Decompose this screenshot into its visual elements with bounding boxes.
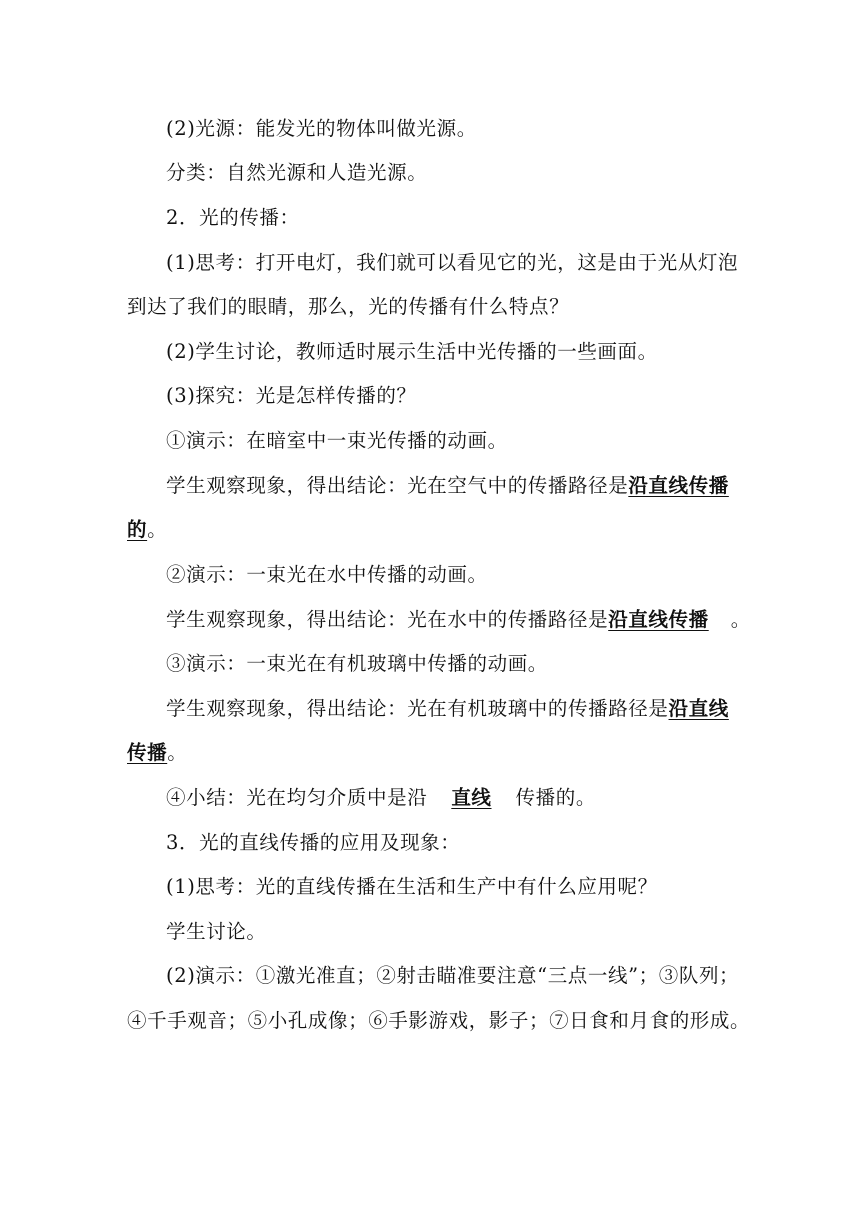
paragraph-demo-2: ②演示：一束光在水中传播的动画。	[166, 563, 488, 586]
section-heading-applications: 3．光的直线传播的应用及现象：	[166, 831, 461, 854]
punctuation: 。	[167, 741, 188, 764]
section-heading-propagation: 2．光的传播：	[166, 206, 300, 229]
paragraph-demo-list-cont: ④千手观音；⑤小孔成像；⑥手影游戏，影子；⑦日食和月食的形成。	[127, 1009, 751, 1032]
paragraph-demo-list: (2)演示：①激光准直；②射击瞄准要注意“三点一线”；③队列；	[166, 964, 740, 987]
answer-blank: 沿直线传播	[608, 608, 709, 631]
paragraph-explore: (3)探究：光是怎样传播的？	[166, 384, 417, 407]
paragraph-think-1-cont: 到达了我们的眼睛，那么，光的传播有什么特点？	[127, 295, 570, 318]
paragraph-discussion: (2)学生讨论，教师适时展示生活中光传播的一些画面。	[166, 340, 658, 363]
answer-blank: 传播	[127, 741, 168, 764]
summary-text: ④小结：光在均匀介质中是沿	[166, 786, 428, 809]
answer-blank: 直线	[451, 786, 492, 809]
conclusion-text: 学生观察现象，得出结论：光在空气中的传播路径是	[166, 474, 629, 497]
paragraph-student-discussion: 学生讨论。	[166, 920, 267, 943]
answer-blank: 的	[127, 518, 148, 541]
paragraph-light-source: (2)光源：能发光的物体叫做光源。	[166, 117, 477, 140]
punctuation: 。	[730, 608, 751, 631]
paragraph-conclusion-glass-cont	[0, 738, 860, 768]
paragraph-demo-3: ③演示：一束光在有机玻璃中传播的动画。	[166, 652, 548, 675]
answer-blank: 沿直线	[668, 697, 729, 720]
paragraph-conclusion-glass	[0, 694, 860, 724]
paragraph-think-2: (1)思考：光的直线传播在生活和生产中有什么应用呢？	[166, 875, 658, 898]
conclusion-text: 学生观察现象，得出结论：光在水中的传播路径是	[166, 608, 609, 631]
paragraph-conclusion-air	[0, 471, 860, 501]
paragraph-conclusion-air-cont	[0, 515, 860, 545]
conclusion-text: 学生观察现象，得出结论：光在有机玻璃中的传播路径是	[166, 697, 669, 720]
punctuation: 。	[147, 518, 168, 541]
paragraph-conclusion-water	[0, 605, 860, 635]
summary-text-end: 传播的。	[515, 786, 596, 809]
paragraph-classification: 分类：自然光源和人造光源。	[166, 161, 428, 184]
paragraph-summary	[0, 783, 860, 813]
paragraph-think-1: (1)思考：打开电灯，我们就可以看见它的光，这是由于光从灯泡	[166, 251, 739, 274]
paragraph-demo-1: ①演示：在暗室中一束光传播的动画。	[166, 429, 508, 452]
answer-blank: 沿直线传播	[628, 474, 729, 497]
